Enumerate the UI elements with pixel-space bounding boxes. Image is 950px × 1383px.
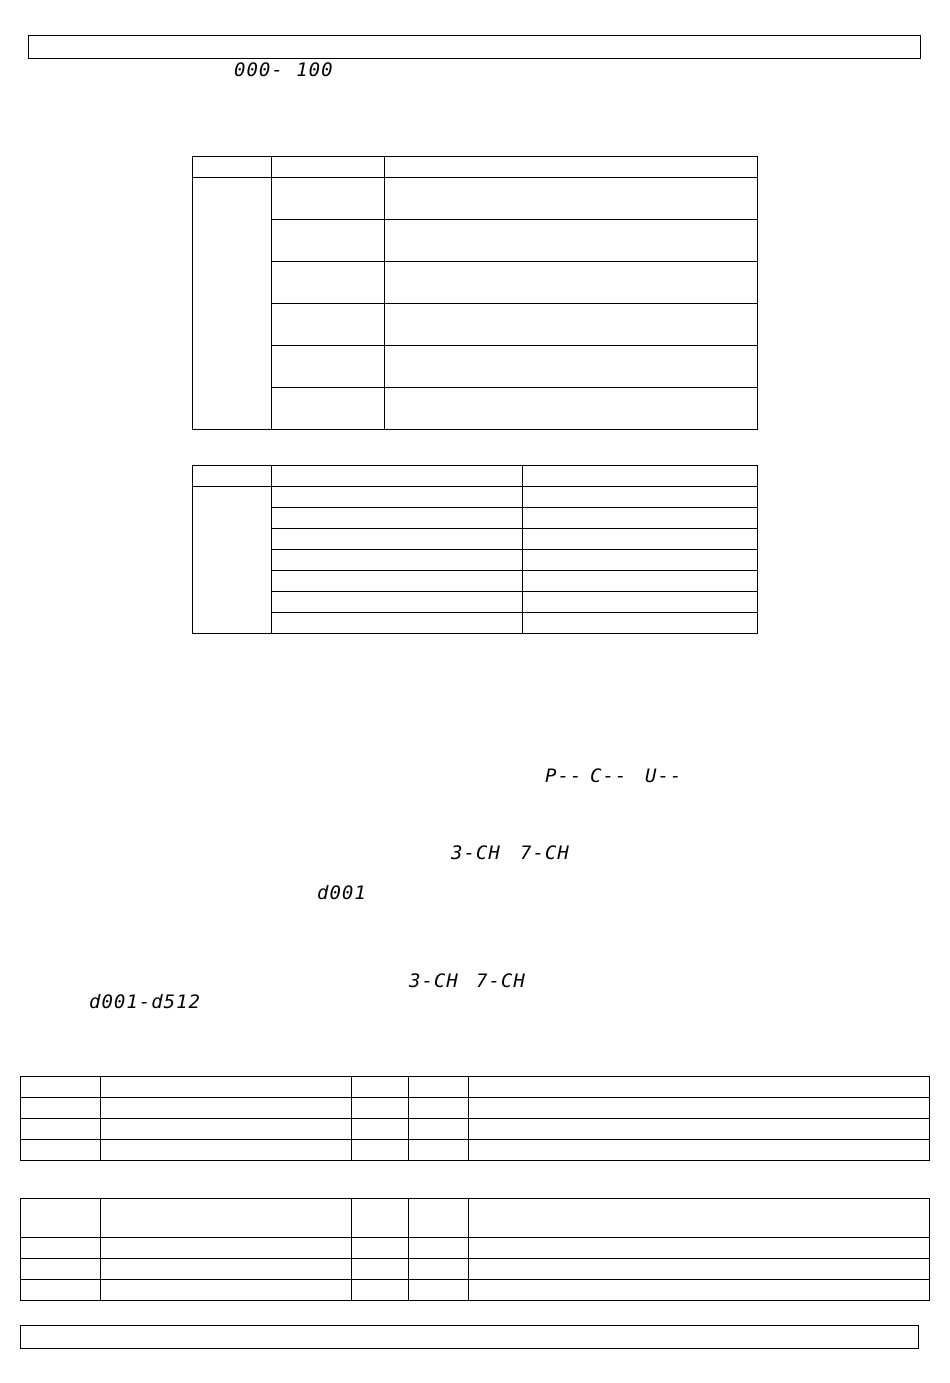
table-row <box>193 157 758 178</box>
table-row <box>21 1199 930 1238</box>
table-row <box>193 388 758 430</box>
table-1 <box>192 156 758 430</box>
table-row <box>21 1259 930 1280</box>
segment-display-mode-c: C-- <box>590 765 628 787</box>
table-row <box>193 508 758 529</box>
segment-display-7ch-2: 7-CH <box>476 970 526 992</box>
table-row <box>21 1119 930 1140</box>
segment-display-mode-u: U-- <box>645 765 683 787</box>
segment-display-3ch-2: 3-CH <box>409 970 459 992</box>
table-row <box>193 487 758 508</box>
table-3 <box>20 1076 930 1161</box>
segment-display-address-range: d001-d512 <box>89 991 201 1013</box>
table-row <box>21 1098 930 1119</box>
table-row <box>193 592 758 613</box>
segment-display-mode-p: P-- <box>545 765 583 787</box>
table-row <box>193 304 758 346</box>
table-row <box>193 346 758 388</box>
table-row <box>193 529 758 550</box>
table-row <box>193 571 758 592</box>
footer-bar <box>20 1325 919 1349</box>
segment-display-3ch: 3-CH <box>451 842 501 864</box>
table-row <box>193 550 758 571</box>
table-row <box>193 613 758 634</box>
segment-display-range: 000- 100 <box>234 59 334 81</box>
table-row <box>21 1077 930 1098</box>
table-row <box>21 1280 930 1301</box>
table-2 <box>192 465 758 634</box>
table-row <box>193 178 758 220</box>
table-row <box>193 220 758 262</box>
segment-display-address: d001 <box>317 882 367 904</box>
table-row <box>21 1238 930 1259</box>
table-row <box>193 262 758 304</box>
table-row <box>21 1140 930 1161</box>
segment-display-7ch: 7-CH <box>520 842 570 864</box>
table-4 <box>20 1198 930 1301</box>
table-row <box>193 466 758 487</box>
header-bar <box>28 35 921 59</box>
